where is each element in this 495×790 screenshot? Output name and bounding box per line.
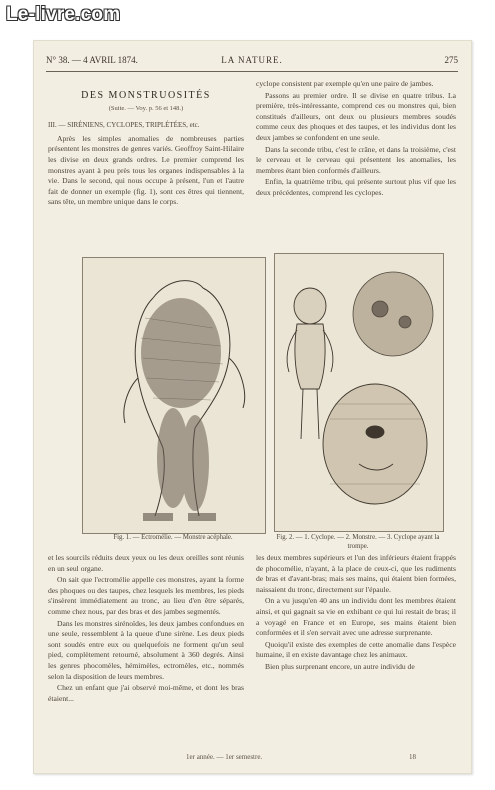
paragraph: les deux membres supérieurs et l'un des inférieurs étaient frappés de phocomélie, n'ayant, à la place de ceux-ci, que les rudiments de bras et d'avant-bras; mais ses mains, qui étaient bien formées, naissaient du tronc, directement sur l'épaule. — [256, 553, 456, 594]
section-heading: III. — SIRÉNIENS, CYCLOPES, TRIPLÉTÉES, etc. — [48, 121, 200, 130]
header-rule — [46, 71, 458, 72]
running-head — [46, 55, 458, 69]
paragraph: Dans la seconde tribu, c'est le crâne, et dans la troisième, c'est le cerveau et le cerveau qui présentent les anomalies, les membres étant bien conformés d'ailleurs. — [256, 144, 456, 175]
watermark-logo: Le-livre.com — [6, 4, 121, 25]
right-column-top — [256, 79, 456, 200]
journal-title: LA NATURE. — [221, 55, 283, 65]
sheet-mark: 18 — [409, 753, 416, 761]
paragraph: Bien plus surprenant encore, un autre individu de — [265, 661, 415, 671]
paragraph: Quoiqu'il existe des exemples de cette anomalie dans l'espèce humaine, il en existe davantage chez les animaux. — [256, 639, 456, 660]
signature-mark: 1er année. — 1er semestre. — [186, 753, 263, 761]
paragraph: Enfin, la quatrième tribu, qui présente surtout plus vif que les deux précédentes, comprend les cyclopes. — [256, 177, 456, 197]
left-column-top — [48, 91, 244, 209]
page-number: 275 — [444, 55, 458, 65]
figure-1-caption: Fig. 1. — Ectromélie. — Monstre acéphale. — [113, 534, 233, 541]
issue-number: N° 38. — 4 AVRIL 1874. — [46, 55, 138, 65]
paragraph: Chez un enfant que j'ai observé moi-même, et dont les bras étaient... — [48, 683, 244, 703]
paragraph: et les sourcils réduits deux yeux ou les deux oreilles sont réunis en un seul organe. — [48, 553, 244, 573]
article-title: DES MONSTRUOSITÉS — [81, 90, 211, 101]
figure-1-engraving — [82, 257, 266, 534]
paragraph: cyclope consistent par exemple qu'en une paire de jambes. — [256, 79, 434, 88]
page-footer — [46, 753, 458, 765]
paragraph: On sait que l'ectromélie appelle ces monstres, ayant la forme des phoques ou des taupes, chez lesquels les membres, les pieds s'insèrent immédiatement au tronc, au lieu d'en être séparés, comme chez nous, par des bras et des jambes segmentés. — [48, 575, 244, 616]
paragraph: Passons au premier ordre. Il se divise en quatre tribus. La première, très-intéressante, comprend ces ou monstres qui, bien constitués d'ailleurs, ont deux ou plusieurs membres soudés comme ceux des phoques et des taupes, et les individus dont les deux jambes se confondent en une seule. — [256, 90, 456, 142]
right-column-bottom — [256, 553, 456, 674]
article-title-note: (Suite. — Voy. p. 56 et 148.) — [108, 104, 184, 112]
figure-2-engraving — [274, 253, 444, 532]
paragraph: Dans les monstres sirénoïdes, les deux jambes confondues en une seule, ressemblent à la queue d'une sirène. Les deux pieds sont soudés entre eux ou quelquefois ne forment qu'un seul pied, complètement retourné, absolument à 360 degrés. Ainsi les genres phocomèles, hémimèles, ectromèles, etc., nommés selon la disposition de leurs membres. — [48, 618, 244, 681]
paragraph: Après les simples anomalies de nombreuses parties présentent les monstres de genres variés. Geoffroy Saint-Hilaire les divise en deux grands ordres. Le premier comprend les monstres ayant à peu près tous les organes indispensables à la vie. Dans le second, qui nous occupe à présent, l'un et l'autre fait de donner un exemple (fig. 1), sont ces êtres qui tiennent, sans tête, un membre unique dans le corps. — [48, 133, 244, 207]
figure-2-caption: Fig. 2. — 1. Cyclope. — 2. Monstre. — 3. Cyclope ayant la trompe. — [276, 534, 440, 550]
scanned-page — [33, 40, 472, 774]
paragraph: On a vu jusqu'en 40 ans un individu dont les membres étaient ainsi, et qui gagnait sa vie en exhibant ce qui lui restait de bras; il a voyagé en France et en Europe, ses mains étaient bien conformées et il s'en servait avec une adresse surprenante. — [256, 596, 456, 638]
left-column-bottom — [48, 553, 244, 705]
